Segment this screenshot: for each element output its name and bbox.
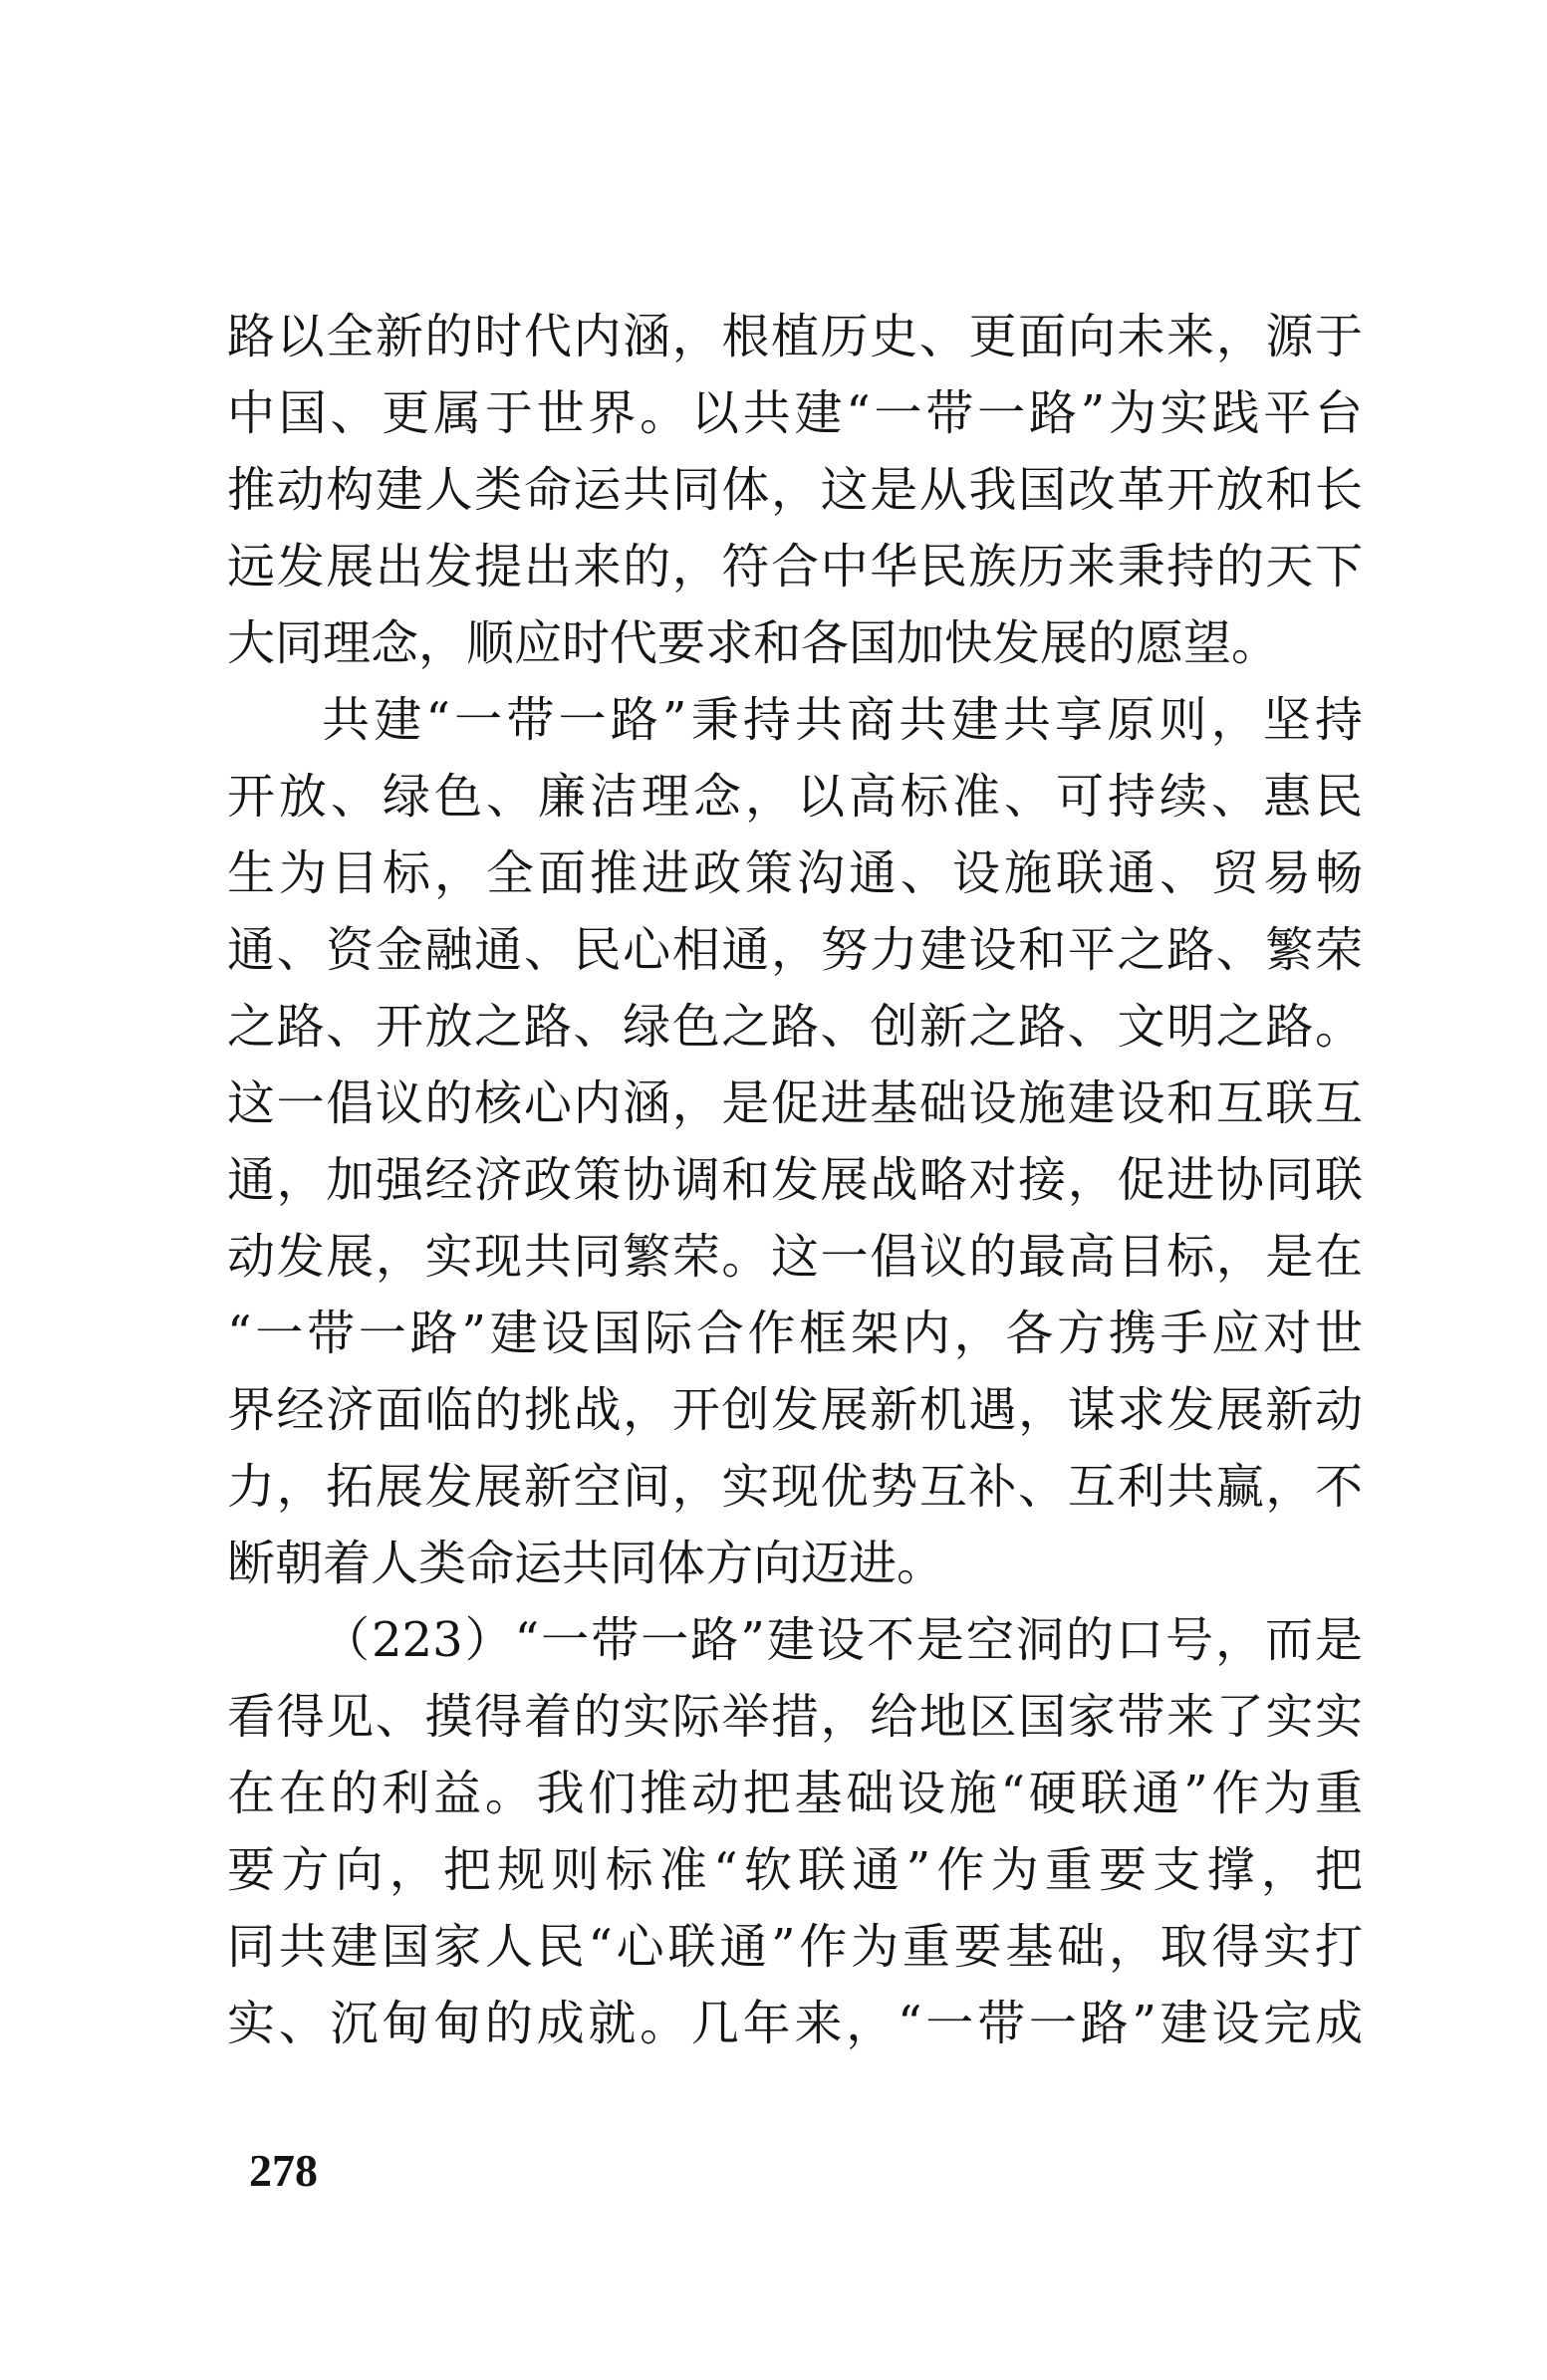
paragraph-first-line: 共建“一带一路”秉持共商共建共享原则，坚持 xyxy=(322,692,1363,748)
text-line: 这一倡议的核心内涵，是促进基础设施建设和互联互 xyxy=(227,1075,1363,1131)
text-line: 中国、更属于世界。以共建“一带一路”为实践平台 xyxy=(227,385,1363,441)
text-line: 实、沉甸甸的成就。几年来，“一带一路”建设完成 xyxy=(227,1996,1363,2051)
text-line: 之路、开放之路、绿色之路、创新之路、文明之路。 xyxy=(227,999,1363,1055)
text-line: 同共建国家人民“心联通”作为重要基础，取得实打 xyxy=(227,1919,1363,1975)
text-line: 断朝着人类命运共同体方向迈进。 xyxy=(227,1536,945,1591)
text-line: 在在的利益。我们推动把基础设施“硬联通”作为重 xyxy=(227,1766,1363,1821)
text-line: 远发展出发提出来的，符合中华民族历来秉持的天下 xyxy=(227,539,1363,595)
text-line: 界经济面临的挑战，开创发展新机遇，谋求发展新动 xyxy=(227,1382,1363,1438)
text-line: 生为目标，全面推进政策沟通、设施联通、贸易畅 xyxy=(227,845,1363,901)
text-line: 开放、绿色、廉洁理念，以高标准、可持续、惠民 xyxy=(227,769,1363,825)
text-line: 推动构建人类命运共同体，这是从我国改革开放和长 xyxy=(227,462,1363,518)
text-line: 路以全新的时代内涵，根植历史、更面向未来，源于 xyxy=(227,309,1363,364)
text-line: 通、资金融通、民心相通，努力建设和平之路、繁荣 xyxy=(227,922,1363,978)
text-line: 力，拓展发展新空间，实现优势互补、互利共赢，不 xyxy=(227,1459,1363,1515)
page-number: 278 xyxy=(249,2145,318,2196)
text-line: 大同理念，顺应时代要求和各国加快发展的愿望。 xyxy=(227,615,1280,671)
text-line: 通，加强经济政策协调和发展战略对接，促进协同联 xyxy=(227,1152,1363,1208)
text-line: 看得见、摸得着的实际举措，给地区国家带来了实实 xyxy=(227,1689,1363,1745)
text-line: 动发展，实现共同繁荣。这一倡议的最高目标，是在 xyxy=(227,1229,1363,1285)
paragraph-first-line: （223）“一带一路”建设不是空洞的口号，而是 xyxy=(322,1612,1363,1668)
text-line: “一带一路”建设国际合作框架内，各方携手应对世 xyxy=(227,1306,1363,1361)
text-line: 要方向，把规则标准“软联通”作为重要支撑，把 xyxy=(227,1842,1363,1898)
